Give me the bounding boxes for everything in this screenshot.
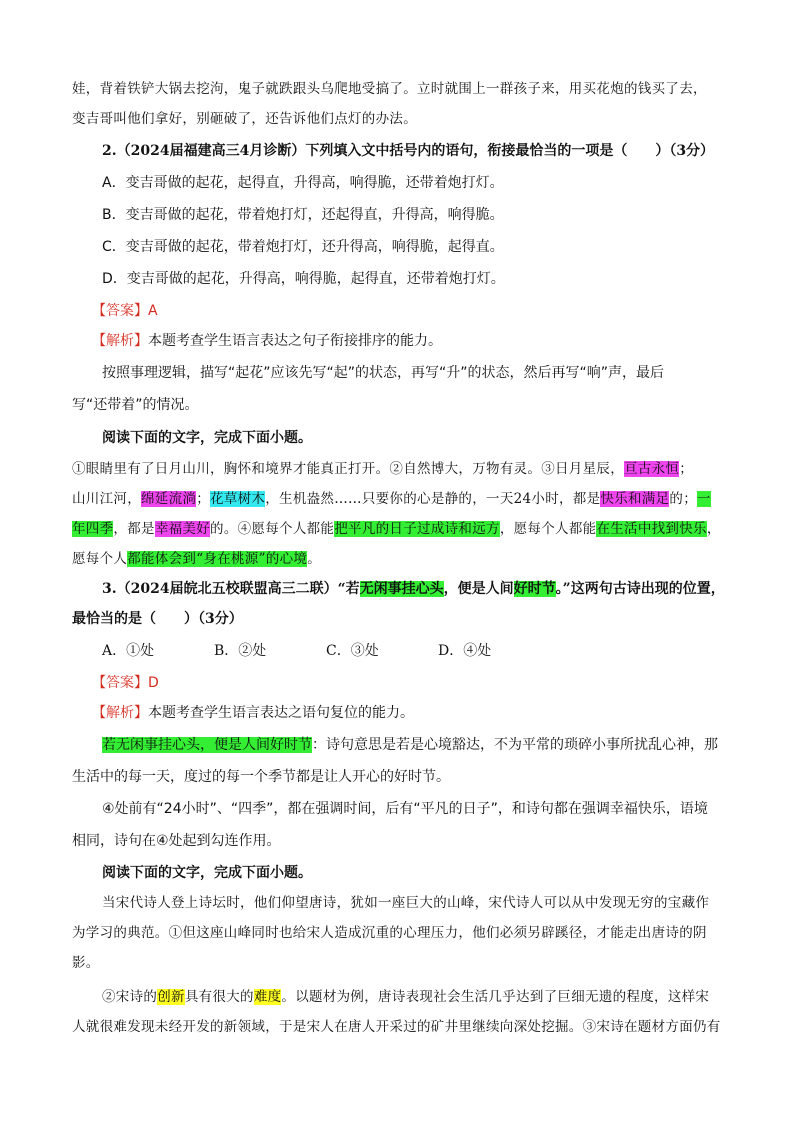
analysis-tag: 【解析】 xyxy=(92,705,148,721)
analysis-text: 本题考查学生语言表达之句子衔接排序的能力。 xyxy=(148,333,442,349)
highlight-green: 一 xyxy=(697,491,711,507)
highlight-green: 若无闲事挂心头，便是人间好时节 xyxy=(102,737,312,753)
highlight-green: 年四季 xyxy=(72,521,114,537)
text-run: 。”这两句古诗出现的位置， xyxy=(555,581,725,597)
text-run: 的。④愿每个人都能 xyxy=(210,521,335,537)
reading-paragraph-line: 影。 xyxy=(72,955,100,971)
question-3-option-b: B．②处 xyxy=(214,643,267,659)
answer-value: A xyxy=(148,303,158,319)
answer-tag: 【答案】 xyxy=(92,303,148,319)
text-run: ； xyxy=(196,491,211,507)
text-run: 山川江河， xyxy=(72,491,141,507)
highlight-green: 把平凡的日子过成诗和远方 xyxy=(334,521,500,537)
reading-paragraph-line xyxy=(72,518,732,540)
explanation-text: 按照事理逻辑，描写“起花”应该先写“起”的状态，再写“升”的状态，然后再写“响”声，最后 xyxy=(102,365,665,381)
passage-text: 变吉哥叫他们拿好，别砸破了，还告诉他们点灯的办法。 xyxy=(72,111,417,127)
text-run: ，都是 xyxy=(113,521,155,537)
highlight-magenta: 快乐和满足 xyxy=(600,491,670,507)
text-run: ①眼睛里有了日月山川，胸怀和境界才能真正打开。②自然博大，万物有灵。③日月星辰， xyxy=(72,461,624,477)
reading-paragraph-line xyxy=(72,488,732,510)
text-run: ，便是人间 xyxy=(443,581,514,597)
question-3-option-a: A．①处 xyxy=(102,643,155,659)
highlight-green: 好时节 xyxy=(513,581,556,597)
question-3-analysis xyxy=(92,702,752,724)
explanation-text: 相同，诗句在④处起到勾连作用。 xyxy=(72,833,281,849)
text-run: 具有很大的 xyxy=(184,989,254,1005)
question-2-option-d: D．变吉哥做的起花，升得高，响得脆，起得直，还带着炮打灯。 xyxy=(102,271,505,287)
question-3-stem-line2: 最恰当的是（ ）（3分） xyxy=(72,611,243,627)
reading-instruction: 阅读下面的文字，完成下面小题。 xyxy=(102,865,312,881)
highlight-green: 在生活中找到快乐 xyxy=(596,521,707,537)
analysis-text: 本题考查学生语言表达之语句复位的能力。 xyxy=(148,705,414,721)
question-3-options xyxy=(102,640,732,662)
text-run: 愿每个人 xyxy=(72,551,128,567)
highlight-yellow: 难度 xyxy=(253,989,282,1005)
explanation-text: 生活中的每一天，度过的每一个季节都是让人开心的好时节。 xyxy=(72,769,450,785)
question-2-analysis xyxy=(92,330,752,352)
highlight-cyan: 花草树木 xyxy=(210,491,266,507)
text-run: 。以题材为例，唐诗表现社会生活几乎达到了巨细无遗的程度，这样宋 xyxy=(281,989,710,1005)
highlight-yellow: 创新 xyxy=(157,989,185,1005)
question-3-answer xyxy=(92,672,752,694)
highlight-green: 都能体会到“身在桃源”的心境 xyxy=(127,551,308,567)
question-3-option-c: C．③处 xyxy=(326,643,379,659)
reading-paragraph-line xyxy=(102,986,732,1008)
highlight-magenta: 亘古永恒 xyxy=(624,461,680,477)
question-3-option-d: D．④处 xyxy=(438,643,492,659)
question-2-answer xyxy=(92,300,752,322)
highlight-magenta: 绵延流淌 xyxy=(141,491,197,507)
highlight-green: 无闲事挂心头 xyxy=(359,581,444,597)
reading-paragraph-line xyxy=(72,458,732,480)
poem-explanation xyxy=(102,734,732,756)
text-run: ，愿每个人都能 xyxy=(499,521,597,537)
reading-paragraph-line xyxy=(72,548,732,570)
text-run: 的； xyxy=(669,491,698,507)
text-run: 3.（2024届皖北五校联盟高三二联）“若 xyxy=(102,581,360,597)
text-run: ②宋诗的 xyxy=(102,989,158,1005)
explanation-text: ④处前有“24小时”、“四季”，都在强调时间，后有“平凡的日子”，和诗句都在强调幸福快乐，语境 xyxy=(102,801,708,817)
question-2-option-c: C．变吉哥做的起花，带着炮打灯，还升得高，响得脆，起得直。 xyxy=(102,239,504,255)
analysis-tag: 【解析】 xyxy=(92,333,148,349)
reading-paragraph-line: 当宋代诗人登上诗坛时，他们仰望唐诗，犹如一座巨大的山峰，宋代诗人可以从中发现无穷的宝藏作 xyxy=(102,895,710,911)
answer-tag: 【答案】 xyxy=(92,675,148,691)
answer-value: D xyxy=(148,675,159,691)
question-2-option-a: A．变吉哥做的起花，起得直，升得高，响得脆，还带着炮打灯。 xyxy=(102,175,504,191)
highlight-magenta: 幸福美好 xyxy=(154,521,211,537)
passage-text: 娃，背着铁铲大锅去挖泃，鬼子就跌跟头乌爬地受搞了。立时就围上一群孩子来，用买花炮的钱买了去， xyxy=(72,81,707,97)
text-run: ：诗句意思是若是心境豁达，不为平常的琐碎小事所扰乱心神，那 xyxy=(312,737,718,753)
explanation-text: 写“还带着”的情况。 xyxy=(72,397,199,413)
reading-paragraph-line: 人就很难发现未经开发的新领域，于是宋人在唐人开采过的矿井里继续向深处挖掘。③宋诗在题材方面仍有 xyxy=(72,1019,721,1035)
text-run: ， xyxy=(706,521,721,537)
question-3-stem xyxy=(102,578,732,600)
question-2-option-b: B．变吉哥做的起花，带着炮打灯，还起得直，升得高，响得脆。 xyxy=(102,207,504,223)
question-2-stem: 2.（2024届福建高三4月诊断）下列填入文中括号内的语句，衔接最恰当的一项是（ ）（3分） xyxy=(102,143,715,159)
text-run: ； xyxy=(679,461,694,477)
text-run: ，生机盎然……只要你的心是静的，一天24小时，都是 xyxy=(265,491,601,507)
reading-instruction: 阅读下面的文字，完成下面小题。 xyxy=(102,430,312,446)
text-run: 。 xyxy=(307,551,322,567)
reading-paragraph-line: 为学习的典范。①但这座山峰同时也给宋人造成沉重的心理压力，他们必须另辟蹊径，才能走出唐诗的阴 xyxy=(72,925,707,941)
